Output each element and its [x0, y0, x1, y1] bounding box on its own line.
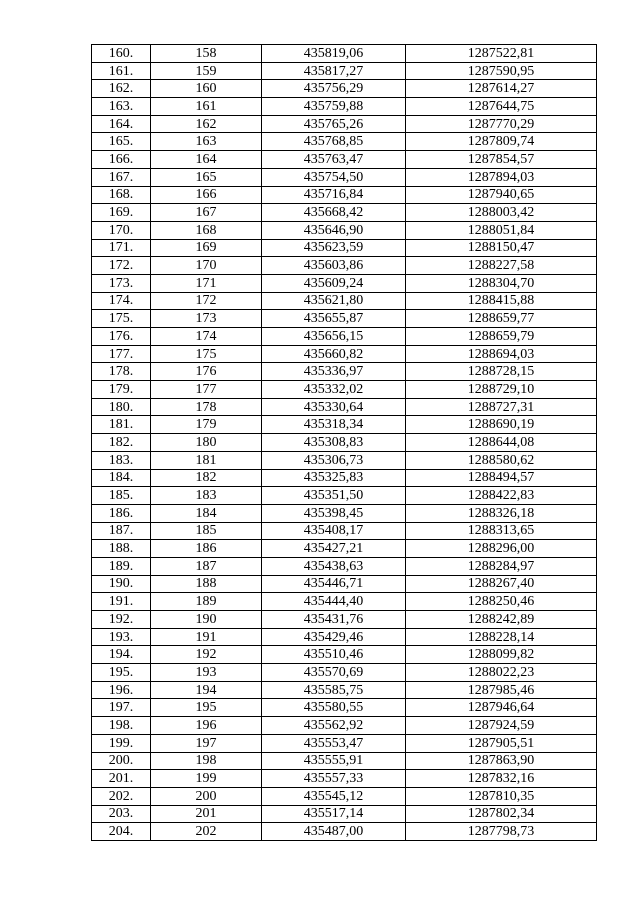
y-coordinate-cell: 1288659,77 — [406, 310, 597, 328]
coordinates-table — [91, 44, 597, 841]
x-coordinate-cell: 435585,75 — [262, 681, 406, 699]
x-coordinate-cell: 435351,50 — [262, 487, 406, 505]
x-coordinate-cell: 435555,91 — [262, 752, 406, 770]
row-number-cell: 192. — [92, 611, 151, 629]
y-coordinate-cell: 1287832,16 — [406, 770, 597, 788]
table-row — [92, 717, 597, 735]
table-row — [92, 345, 597, 363]
table-row — [92, 45, 597, 63]
x-coordinate-cell: 435429,46 — [262, 628, 406, 646]
y-coordinate-cell: 1288690,19 — [406, 416, 597, 434]
table-row — [92, 274, 597, 292]
table-row — [92, 328, 597, 346]
point-number-cell: 194 — [151, 681, 262, 699]
point-number-cell: 180 — [151, 434, 262, 452]
y-coordinate-cell: 1288099,82 — [406, 646, 597, 664]
row-number-cell: 197. — [92, 699, 151, 717]
row-number-cell: 170. — [92, 221, 151, 239]
row-number-cell: 193. — [92, 628, 151, 646]
row-number-cell: 196. — [92, 681, 151, 699]
table-row — [92, 487, 597, 505]
x-coordinate-cell: 435408,17 — [262, 522, 406, 540]
table-row — [92, 398, 597, 416]
table-row — [92, 734, 597, 752]
point-number-cell: 181 — [151, 451, 262, 469]
table-row — [92, 664, 597, 682]
row-number-cell: 177. — [92, 345, 151, 363]
table-row — [92, 292, 597, 310]
x-coordinate-cell: 435765,26 — [262, 115, 406, 133]
y-coordinate-cell: 1288415,88 — [406, 292, 597, 310]
table-row — [92, 522, 597, 540]
point-number-cell: 189 — [151, 593, 262, 611]
row-number-cell: 186. — [92, 504, 151, 522]
point-number-cell: 171 — [151, 274, 262, 292]
row-number-cell: 189. — [92, 557, 151, 575]
y-coordinate-cell: 1287854,57 — [406, 151, 597, 169]
point-number-cell: 166 — [151, 186, 262, 204]
row-number-cell: 194. — [92, 646, 151, 664]
y-coordinate-cell: 1288284,97 — [406, 557, 597, 575]
y-coordinate-cell: 1287770,29 — [406, 115, 597, 133]
table-row — [92, 363, 597, 381]
point-number-cell: 169 — [151, 239, 262, 257]
y-coordinate-cell: 1288304,70 — [406, 274, 597, 292]
x-coordinate-cell: 435318,34 — [262, 416, 406, 434]
row-number-cell: 176. — [92, 328, 151, 346]
y-coordinate-cell: 1287940,65 — [406, 186, 597, 204]
row-number-cell: 175. — [92, 310, 151, 328]
coordinates-table-body — [92, 45, 597, 841]
y-coordinate-cell: 1288580,62 — [406, 451, 597, 469]
x-coordinate-cell: 435431,76 — [262, 611, 406, 629]
y-coordinate-cell: 1288326,18 — [406, 504, 597, 522]
point-number-cell: 158 — [151, 45, 262, 63]
point-number-cell: 176 — [151, 363, 262, 381]
table-row — [92, 186, 597, 204]
row-number-cell: 169. — [92, 204, 151, 222]
row-number-cell: 203. — [92, 805, 151, 823]
point-number-cell: 174 — [151, 328, 262, 346]
x-coordinate-cell: 435817,27 — [262, 62, 406, 80]
point-number-cell: 165 — [151, 168, 262, 186]
table-row — [92, 168, 597, 186]
table-row — [92, 133, 597, 151]
point-number-cell: 196 — [151, 717, 262, 735]
point-number-cell: 172 — [151, 292, 262, 310]
y-coordinate-cell: 1288227,58 — [406, 257, 597, 275]
y-coordinate-cell: 1288051,84 — [406, 221, 597, 239]
table-row — [92, 611, 597, 629]
point-number-cell: 202 — [151, 823, 262, 841]
y-coordinate-cell: 1288644,08 — [406, 434, 597, 452]
y-coordinate-cell: 1288003,42 — [406, 204, 597, 222]
row-number-cell: 204. — [92, 823, 151, 841]
y-coordinate-cell: 1287798,73 — [406, 823, 597, 841]
row-number-cell: 172. — [92, 257, 151, 275]
table-row — [92, 681, 597, 699]
row-number-cell: 199. — [92, 734, 151, 752]
y-coordinate-cell: 1288422,83 — [406, 487, 597, 505]
table-row — [92, 416, 597, 434]
y-coordinate-cell: 1288659,79 — [406, 328, 597, 346]
point-number-cell: 192 — [151, 646, 262, 664]
y-coordinate-cell: 1287863,90 — [406, 752, 597, 770]
point-number-cell: 168 — [151, 221, 262, 239]
point-number-cell: 188 — [151, 575, 262, 593]
x-coordinate-cell: 435819,06 — [262, 45, 406, 63]
x-coordinate-cell: 435754,50 — [262, 168, 406, 186]
x-coordinate-cell: 435545,12 — [262, 787, 406, 805]
y-coordinate-cell: 1287894,03 — [406, 168, 597, 186]
point-number-cell: 167 — [151, 204, 262, 222]
table-row — [92, 62, 597, 80]
x-coordinate-cell: 435487,00 — [262, 823, 406, 841]
table-row — [92, 310, 597, 328]
y-coordinate-cell: 1288022,23 — [406, 664, 597, 682]
table-row — [92, 752, 597, 770]
table-row — [92, 628, 597, 646]
x-coordinate-cell: 435510,46 — [262, 646, 406, 664]
table-row — [92, 151, 597, 169]
table-row — [92, 540, 597, 558]
y-coordinate-cell: 1288694,03 — [406, 345, 597, 363]
x-coordinate-cell: 435444,40 — [262, 593, 406, 611]
x-coordinate-cell: 435308,83 — [262, 434, 406, 452]
point-number-cell: 201 — [151, 805, 262, 823]
x-coordinate-cell: 435553,47 — [262, 734, 406, 752]
row-number-cell: 165. — [92, 133, 151, 151]
point-number-cell: 195 — [151, 699, 262, 717]
row-number-cell: 187. — [92, 522, 151, 540]
x-coordinate-cell: 435398,45 — [262, 504, 406, 522]
table-row — [92, 787, 597, 805]
point-number-cell: 182 — [151, 469, 262, 487]
x-coordinate-cell: 435603,86 — [262, 257, 406, 275]
table-row — [92, 98, 597, 116]
x-coordinate-cell: 435325,83 — [262, 469, 406, 487]
row-number-cell: 166. — [92, 151, 151, 169]
y-coordinate-cell: 1288267,40 — [406, 575, 597, 593]
y-coordinate-cell: 1287946,64 — [406, 699, 597, 717]
table-row — [92, 593, 597, 611]
x-coordinate-cell: 435763,47 — [262, 151, 406, 169]
x-coordinate-cell: 435517,14 — [262, 805, 406, 823]
row-number-cell: 173. — [92, 274, 151, 292]
table-row — [92, 80, 597, 98]
point-number-cell: 170 — [151, 257, 262, 275]
table-row — [92, 221, 597, 239]
point-number-cell: 159 — [151, 62, 262, 80]
y-coordinate-cell: 1288728,15 — [406, 363, 597, 381]
point-number-cell: 162 — [151, 115, 262, 133]
x-coordinate-cell: 435646,90 — [262, 221, 406, 239]
row-number-cell: 174. — [92, 292, 151, 310]
x-coordinate-cell: 435570,69 — [262, 664, 406, 682]
row-number-cell: 171. — [92, 239, 151, 257]
x-coordinate-cell: 435668,42 — [262, 204, 406, 222]
y-coordinate-cell: 1288228,14 — [406, 628, 597, 646]
point-number-cell: 177 — [151, 381, 262, 399]
x-coordinate-cell: 435332,02 — [262, 381, 406, 399]
row-number-cell: 178. — [92, 363, 151, 381]
point-number-cell: 193 — [151, 664, 262, 682]
y-coordinate-cell: 1287905,51 — [406, 734, 597, 752]
point-number-cell: 163 — [151, 133, 262, 151]
row-number-cell: 161. — [92, 62, 151, 80]
row-number-cell: 185. — [92, 487, 151, 505]
point-number-cell: 200 — [151, 787, 262, 805]
point-number-cell: 185 — [151, 522, 262, 540]
y-coordinate-cell: 1288313,65 — [406, 522, 597, 540]
y-coordinate-cell: 1288250,46 — [406, 593, 597, 611]
row-number-cell: 160. — [92, 45, 151, 63]
row-number-cell: 188. — [92, 540, 151, 558]
y-coordinate-cell: 1288727,31 — [406, 398, 597, 416]
y-coordinate-cell: 1287590,95 — [406, 62, 597, 80]
row-number-cell: 164. — [92, 115, 151, 133]
row-number-cell: 201. — [92, 770, 151, 788]
row-number-cell: 168. — [92, 186, 151, 204]
point-number-cell: 160 — [151, 80, 262, 98]
row-number-cell: 167. — [92, 168, 151, 186]
table-row — [92, 381, 597, 399]
table-row — [92, 823, 597, 841]
row-number-cell: 162. — [92, 80, 151, 98]
row-number-cell: 202. — [92, 787, 151, 805]
point-number-cell: 199 — [151, 770, 262, 788]
y-coordinate-cell: 1287644,75 — [406, 98, 597, 116]
table-row — [92, 770, 597, 788]
x-coordinate-cell: 435446,71 — [262, 575, 406, 593]
x-coordinate-cell: 435562,92 — [262, 717, 406, 735]
y-coordinate-cell: 1288296,00 — [406, 540, 597, 558]
x-coordinate-cell: 435656,15 — [262, 328, 406, 346]
point-number-cell: 183 — [151, 487, 262, 505]
x-coordinate-cell: 435438,63 — [262, 557, 406, 575]
y-coordinate-cell: 1287522,81 — [406, 45, 597, 63]
point-number-cell: 173 — [151, 310, 262, 328]
point-number-cell: 175 — [151, 345, 262, 363]
point-number-cell: 191 — [151, 628, 262, 646]
table-row — [92, 451, 597, 469]
x-coordinate-cell: 435609,24 — [262, 274, 406, 292]
table-row — [92, 204, 597, 222]
table-row — [92, 575, 597, 593]
table-row — [92, 434, 597, 452]
table-row — [92, 805, 597, 823]
x-coordinate-cell: 435716,84 — [262, 186, 406, 204]
row-number-cell: 191. — [92, 593, 151, 611]
x-coordinate-cell: 435623,59 — [262, 239, 406, 257]
point-number-cell: 198 — [151, 752, 262, 770]
x-coordinate-cell: 435580,55 — [262, 699, 406, 717]
y-coordinate-cell: 1288494,57 — [406, 469, 597, 487]
x-coordinate-cell: 435330,64 — [262, 398, 406, 416]
y-coordinate-cell: 1287924,59 — [406, 717, 597, 735]
y-coordinate-cell: 1287985,46 — [406, 681, 597, 699]
y-coordinate-cell: 1287802,34 — [406, 805, 597, 823]
x-coordinate-cell: 435660,82 — [262, 345, 406, 363]
row-number-cell: 198. — [92, 717, 151, 735]
point-number-cell: 190 — [151, 611, 262, 629]
row-number-cell: 184. — [92, 469, 151, 487]
y-coordinate-cell: 1287810,35 — [406, 787, 597, 805]
row-number-cell: 180. — [92, 398, 151, 416]
x-coordinate-cell: 435427,21 — [262, 540, 406, 558]
row-number-cell: 200. — [92, 752, 151, 770]
y-coordinate-cell: 1288150,47 — [406, 239, 597, 257]
table-row — [92, 239, 597, 257]
row-number-cell: 195. — [92, 664, 151, 682]
row-number-cell: 183. — [92, 451, 151, 469]
row-number-cell: 181. — [92, 416, 151, 434]
row-number-cell: 163. — [92, 98, 151, 116]
y-coordinate-cell: 1287614,27 — [406, 80, 597, 98]
x-coordinate-cell: 435336,97 — [262, 363, 406, 381]
row-number-cell: 190. — [92, 575, 151, 593]
y-coordinate-cell: 1288729,10 — [406, 381, 597, 399]
table-row — [92, 257, 597, 275]
point-number-cell: 161 — [151, 98, 262, 116]
table-row — [92, 115, 597, 133]
point-number-cell: 178 — [151, 398, 262, 416]
table-row — [92, 504, 597, 522]
point-number-cell: 187 — [151, 557, 262, 575]
point-number-cell: 184 — [151, 504, 262, 522]
x-coordinate-cell: 435768,85 — [262, 133, 406, 151]
y-coordinate-cell: 1287809,74 — [406, 133, 597, 151]
x-coordinate-cell: 435756,29 — [262, 80, 406, 98]
point-number-cell: 197 — [151, 734, 262, 752]
table-row — [92, 699, 597, 717]
row-number-cell: 182. — [92, 434, 151, 452]
table-row — [92, 646, 597, 664]
x-coordinate-cell: 435655,87 — [262, 310, 406, 328]
point-number-cell: 179 — [151, 416, 262, 434]
x-coordinate-cell: 435621,80 — [262, 292, 406, 310]
x-coordinate-cell: 435306,73 — [262, 451, 406, 469]
table-row — [92, 469, 597, 487]
x-coordinate-cell: 435759,88 — [262, 98, 406, 116]
table-row — [92, 557, 597, 575]
point-number-cell: 186 — [151, 540, 262, 558]
point-number-cell: 164 — [151, 151, 262, 169]
y-coordinate-cell: 1288242,89 — [406, 611, 597, 629]
row-number-cell: 179. — [92, 381, 151, 399]
x-coordinate-cell: 435557,33 — [262, 770, 406, 788]
